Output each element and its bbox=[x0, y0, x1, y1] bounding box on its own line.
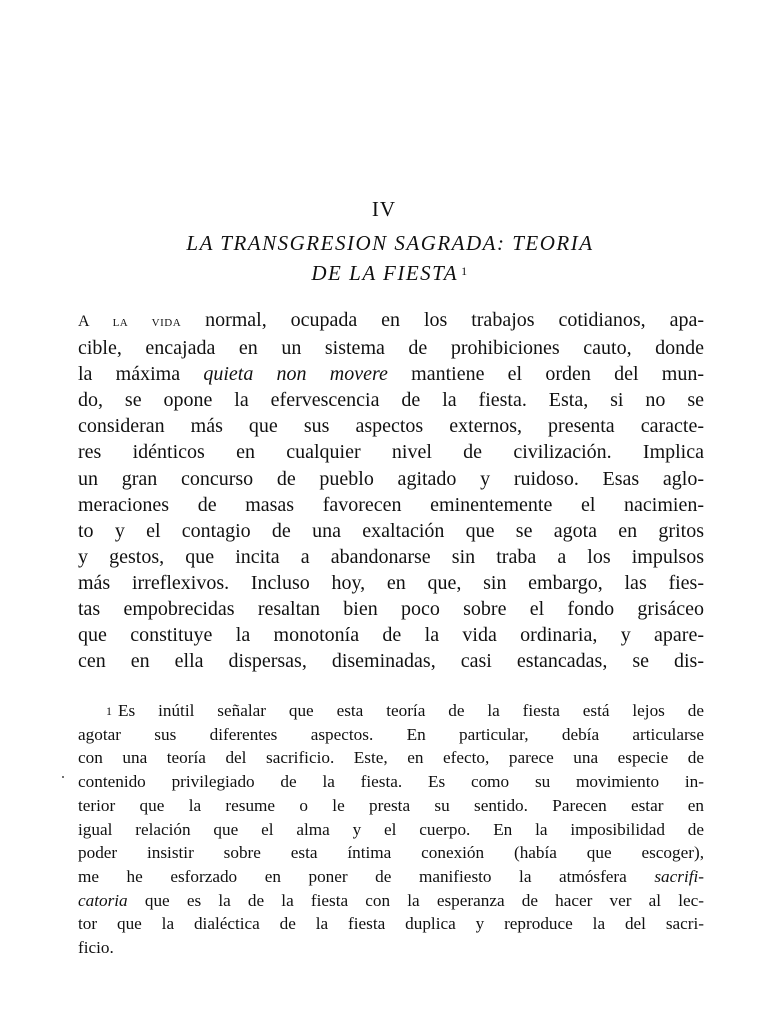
body-line-13: que constituye la monotonía de la vida ordinaria, y apare- bbox=[78, 624, 704, 647]
body-line-1-text: normal, ocupada en los trabajos cotidianos, apa- bbox=[181, 309, 704, 331]
footnote-line-9 bbox=[78, 889, 704, 913]
body-line-6: res idénticos en cualquier nivel de civilización. Implica bbox=[78, 441, 704, 464]
chapter-number: IV bbox=[371, 197, 397, 221]
body-line-14: cen en ella dispersas, diseminadas, casi estancadas, se dis- bbox=[78, 650, 704, 673]
footnote bbox=[78, 699, 704, 960]
body-line-3-prefix: la máxima bbox=[78, 363, 204, 386]
footnote-line-1-text: Es inútil señalar que esta teoría de la fiesta está lejos de bbox=[118, 701, 704, 720]
footnote-italic-catoria: catoria bbox=[78, 890, 128, 910]
body-line-11: más irreflexivos. Incluso hoy, en que, sin embargo, las fies- bbox=[78, 571, 704, 594]
chapter-title-line-1: LA TRANSGRESION SAGRADA: TEORIA bbox=[186, 231, 594, 255]
body-line-12: tas empobrecidas resaltan bien poco sobre el fondo grisáceo bbox=[78, 598, 704, 621]
body-line-5: consideran más que sus aspectos externos, presenta caracte- bbox=[78, 415, 704, 438]
body-line-7: un gran concurso de pueblo agitado y ruidoso. Esas aglo- bbox=[78, 467, 704, 490]
footnote-line-6: igual relación que el alma y el cuerpo. En la imposibilidad de bbox=[78, 819, 704, 839]
body-line-3-suffix: mantiene el orden del mun- bbox=[411, 363, 704, 386]
footnote-line-8-text: me he esforzado en poner de manifiesto la atmósfera bbox=[78, 866, 655, 886]
body-line-3-space bbox=[388, 363, 411, 385]
footnote-line-9-text: que es la de la fiesta con la esperanza de hacer ver al lec- bbox=[144, 890, 704, 910]
body-line-2: cible, encajada en un sistema de prohibiciones cauto, donde bbox=[78, 337, 704, 360]
body-line-3 bbox=[78, 361, 704, 387]
footnote-line-1 bbox=[78, 699, 704, 723]
footnote-line-8 bbox=[78, 865, 704, 889]
body-line-4: do, se opone la efervescencia de la fiesta. Esta, si no se bbox=[78, 389, 704, 412]
body-line-1 bbox=[78, 307, 704, 335]
footnote-line-7: poder insistir sobre esta íntima conexión (había que escoger), bbox=[78, 843, 704, 863]
footnote-italic-sacrifi: sacrifi- bbox=[654, 866, 704, 886]
body-line-9: to y el contagio de una exaltación que se agota en gritos bbox=[78, 519, 704, 542]
body-line-10: y gestos, que incita a abandonarse sin traba a los impulsos bbox=[78, 545, 704, 568]
footnote-reference-mark: 1 bbox=[461, 264, 469, 278]
opening-small-caps: A la vida bbox=[78, 313, 182, 330]
footnote-line-11: ficio. bbox=[78, 938, 114, 958]
body-line-8: meraciones de masas favorecen eminentemente el nacimien- bbox=[78, 493, 704, 516]
footnote-line-5: terior que la resume o le presta su sentido. Parecen estar en bbox=[78, 795, 704, 815]
scan-speck bbox=[62, 776, 64, 778]
body-paragraph bbox=[78, 307, 704, 674]
chapter-title-line-2 bbox=[80, 258, 700, 288]
footnote-line-2: agotar sus diferentes aspectos. En particular, debía articularse bbox=[78, 724, 704, 744]
chapter-title bbox=[80, 228, 700, 288]
chapter-title-line-2-text: DE LA FIESTA bbox=[311, 261, 459, 285]
footnote-mark: 1 bbox=[106, 704, 112, 718]
footnote-line-10: tor que la dialéctica de la fiesta duplica y reproduce la del sacri- bbox=[78, 914, 704, 934]
latin-phrase: quieta non movere bbox=[203, 363, 388, 386]
footnote-line-3: con una teoría del sacrificio. Este, en efecto, parece una especie de bbox=[78, 748, 704, 768]
footnote-line-4: contenido privilegiado de la fiesta. Es como su movimiento in- bbox=[78, 772, 704, 792]
